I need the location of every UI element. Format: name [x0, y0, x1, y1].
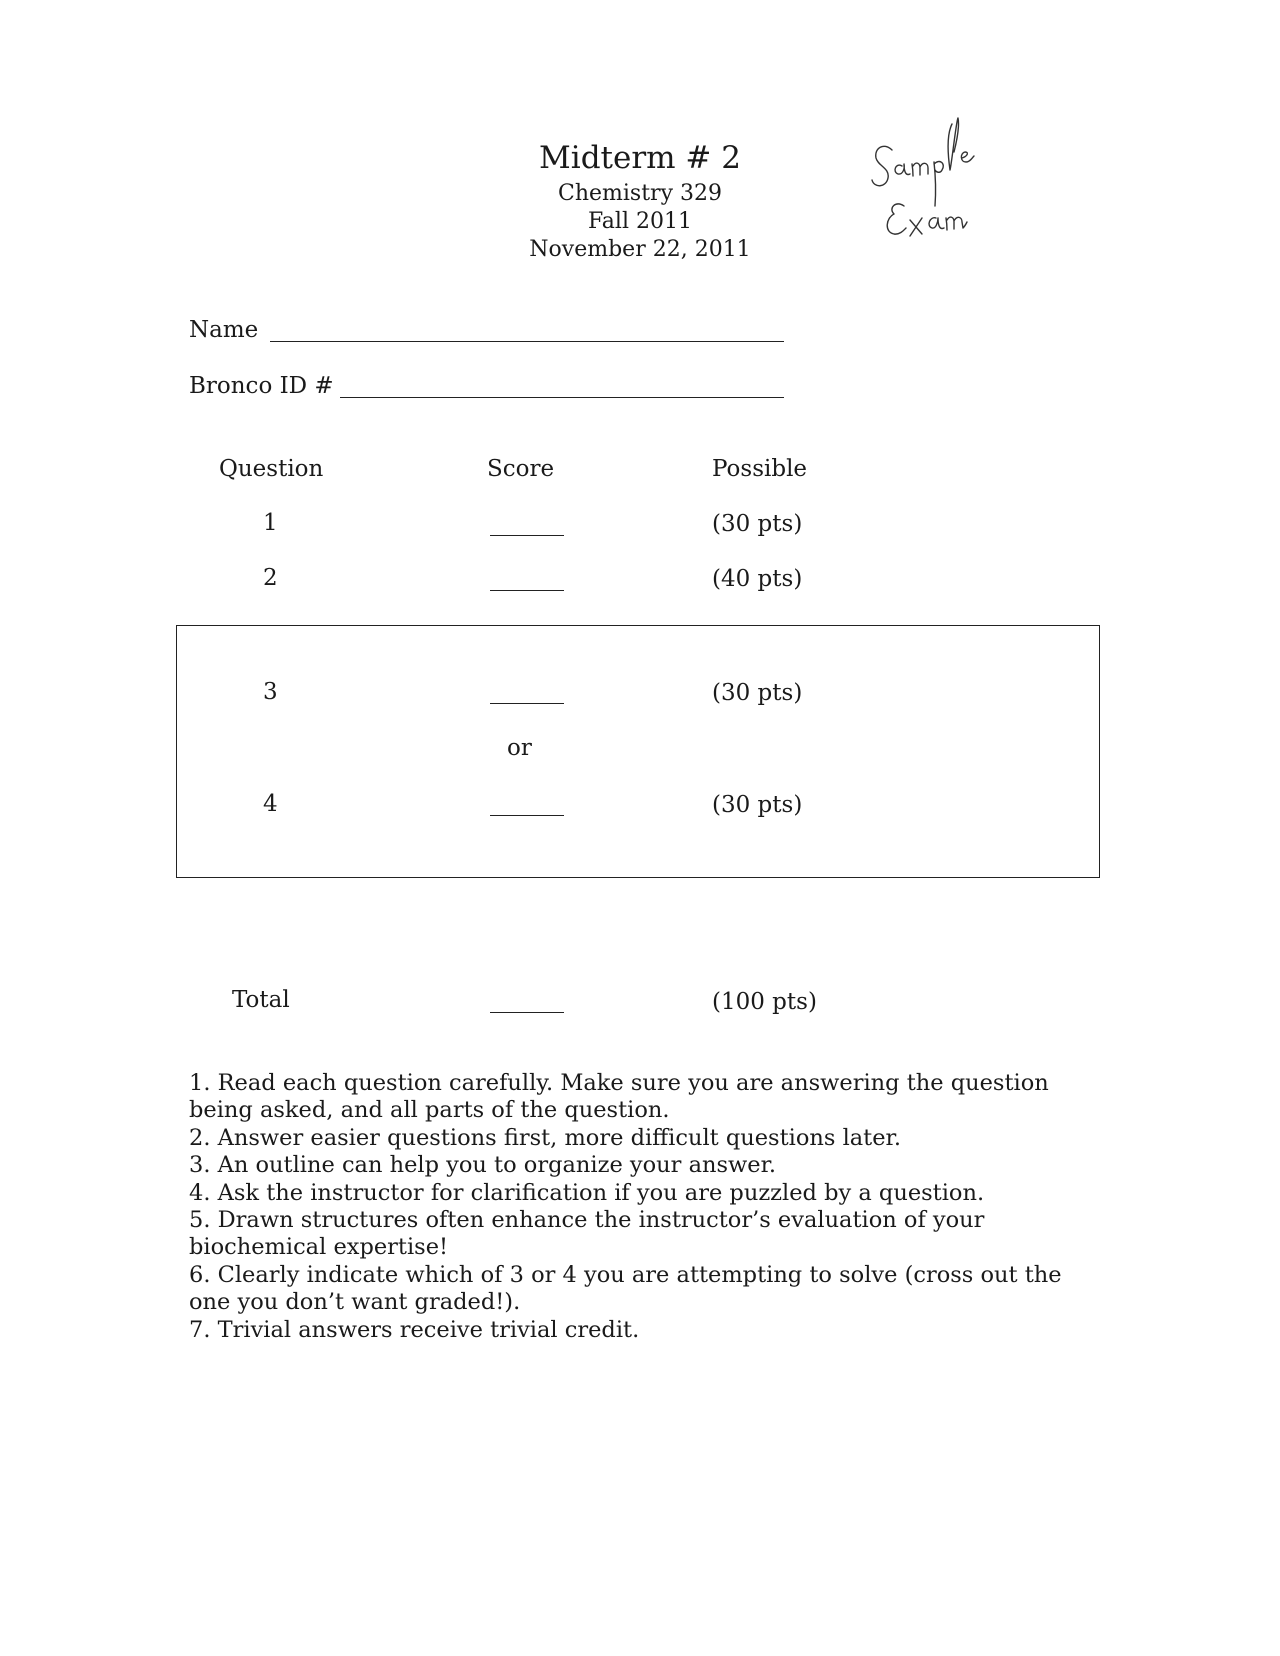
instruction-item: 7. Trivial answers receive trivial credit.: [189, 1316, 640, 1343]
possible-points-2: (40 pts): [712, 566, 803, 592]
bronco-id-field-line: [340, 397, 784, 398]
total-score-blank: [490, 1012, 564, 1013]
instruction-item: 1. Read each question carefully. Make sure you are answering the question being asked, and all parts of the question.: [189, 1070, 1049, 1124]
exam-title: Midterm # 2: [539, 140, 741, 176]
name-field-line: [270, 341, 784, 342]
score-blank-4: [490, 815, 564, 816]
instruction-item: 4. Ask the instructor for clarification if you are puzzled by a question.: [189, 1179, 985, 1206]
exam-instructions: [189, 1070, 1069, 1344]
instruction-item: 3. An outline can help you to organize your answer.: [189, 1152, 777, 1179]
possible-points-1: (30 pts): [712, 511, 803, 537]
question-number-2: 2: [263, 565, 278, 591]
bronco-id-label: Bronco ID #: [189, 373, 334, 399]
possible-points-4: (30 pts): [712, 792, 803, 818]
choice-questions-box: [176, 625, 1100, 878]
question-number-3: 3: [263, 679, 278, 705]
name-label: Name: [189, 317, 259, 343]
question-number-4: 4: [263, 791, 278, 817]
question-number-1: 1: [263, 510, 278, 536]
score-blank-1: [490, 535, 564, 536]
exam-term: Fall 2011: [588, 209, 692, 234]
instruction-item: 2. Answer easier questions first, more difficult questions later.: [189, 1124, 901, 1151]
score-blank-2: [490, 590, 564, 591]
instruction-item: 5. Drawn structures often enhance the instructor’s evaluation of your biochemical expertise!: [189, 1207, 985, 1261]
total-possible-points: (100 pts): [712, 989, 817, 1015]
exam-date: November 22, 2011: [529, 237, 751, 262]
possible-column-header: Possible: [712, 456, 808, 482]
possible-points-3: (30 pts): [712, 680, 803, 706]
total-label: Total: [232, 987, 290, 1013]
question-column-header: Question: [219, 456, 324, 482]
course-name: Chemistry 329: [558, 181, 722, 206]
score-column-header: Score: [487, 456, 555, 482]
or-label: or: [507, 735, 532, 761]
instruction-item: 6. Clearly indicate which of 3 or 4 you are attempting to solve (cross out the one you don’t want graded!).: [189, 1261, 1062, 1316]
score-blank-3: [490, 703, 564, 704]
handwritten-sample-exam-note: [870, 108, 1020, 258]
